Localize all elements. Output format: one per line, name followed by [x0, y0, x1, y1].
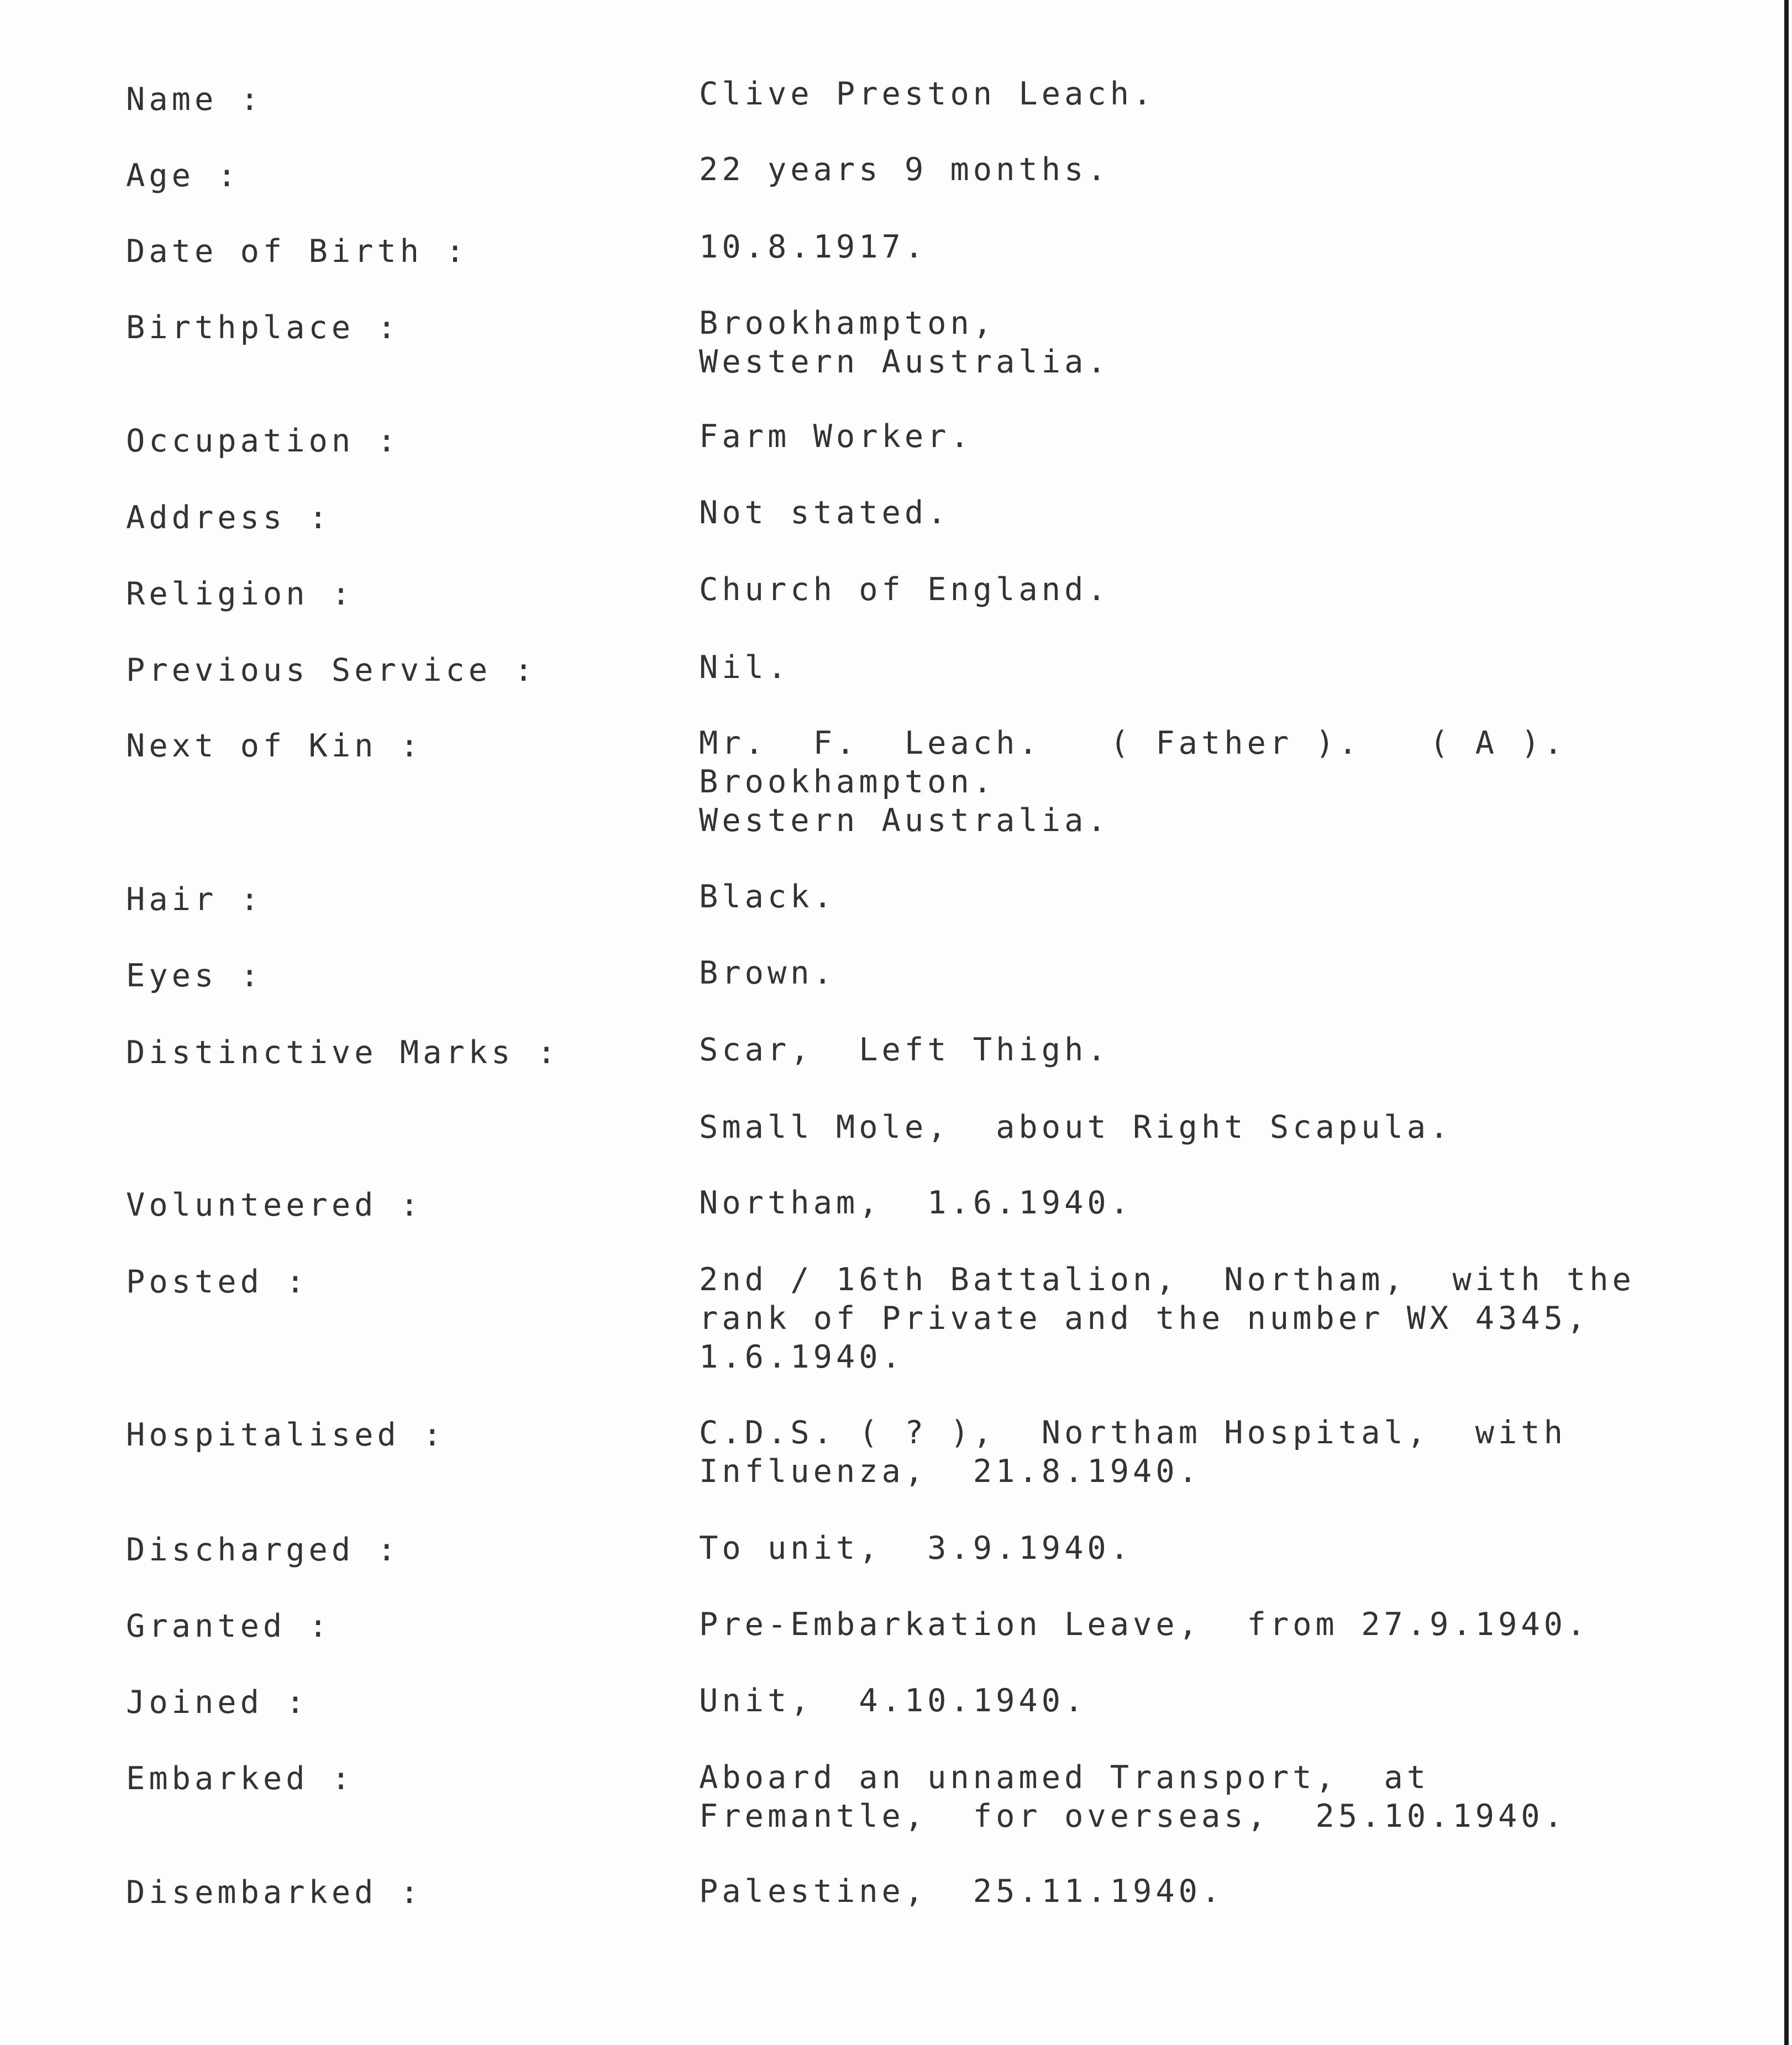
- field-value-line: 10.8.1917.: [699, 229, 928, 265]
- field-label-birthplace: Birthplace :: [126, 309, 400, 346]
- field-value-previous-service: [699, 648, 1749, 687]
- field-value-age: [699, 150, 1749, 189]
- field-value-line: Farm Worker.: [699, 418, 973, 455]
- field-value-line: Brookhampton.: [699, 764, 996, 800]
- field-label-joined: Joined :: [126, 1684, 309, 1721]
- field-value-occupation: [699, 417, 1749, 456]
- field-value-date-of-birth: [699, 228, 1749, 266]
- field-label-distinctive-marks: Distinctive Marks :: [126, 1034, 560, 1071]
- field-value-line: Scar, Left Thigh.: [699, 1032, 1110, 1068]
- field-label-occupation: Occupation :: [126, 423, 400, 459]
- field-value-line: rank of Private and the number WX 4345,: [699, 1300, 1590, 1337]
- field-value-discharged: [699, 1529, 1749, 1568]
- field-value-line: 2nd / 16th Battalion, Northam, with the: [699, 1261, 1635, 1298]
- field-value-line: Nil.: [699, 649, 791, 686]
- field-label-date-of-birth: Date of Birth :: [126, 233, 469, 270]
- field-label-disembarked: Disembarked :: [126, 1874, 423, 1911]
- field-value-line: C.D.S. ( ? ), Northam Hospital, with: [699, 1415, 1567, 1451]
- field-value-granted: [699, 1605, 1749, 1644]
- field-value-line: Pre-Embarkation Leave, from 27.9.1940.: [699, 1606, 1590, 1643]
- field-label-next-of-kin: Next of Kin :: [126, 728, 423, 764]
- field-value-line: Western Australia.: [699, 802, 1110, 839]
- field-label-religion: Religion :: [126, 576, 355, 612]
- field-value-line: Palestine, 25.11.1940.: [699, 1873, 1225, 1910]
- field-value-line: Unit, 4.10.1940.: [699, 1683, 1087, 1719]
- field-value-birthplace: [699, 304, 1749, 381]
- field-value-joined: [699, 1681, 1749, 1720]
- field-label-address: Address :: [126, 500, 332, 536]
- field-value-next-of-kin: [699, 724, 1749, 840]
- page-edge-shadow: [1784, 0, 1789, 2045]
- field-label-discharged: Discharged :: [126, 1532, 400, 1568]
- field-label-previous-service: Previous Service :: [126, 652, 537, 688]
- field-value-address: [699, 493, 1749, 532]
- field-value-distinctive-marks: [699, 1031, 1749, 1069]
- field-label-granted: Granted :: [126, 1608, 332, 1644]
- field-value-line: Aboard an unnamed Transport, at: [699, 1759, 1430, 1796]
- field-label-hair: Hair :: [126, 881, 263, 918]
- field-value-hospitalised: [699, 1413, 1749, 1491]
- field-label-volunteered: Volunteered :: [126, 1187, 423, 1223]
- field-value-disembarked: [699, 1872, 1749, 1911]
- field-label-hospitalised: Hospitalised :: [126, 1417, 446, 1453]
- field-value-line: 1.6.1940.: [699, 1339, 905, 1375]
- field-value-line: Church of England.: [699, 571, 1110, 608]
- field-value-posted: [699, 1260, 1749, 1376]
- field-value-name: [699, 75, 1749, 113]
- field-value-line: Influenza, 21.8.1940.: [699, 1453, 1201, 1490]
- field-value-line: Mr. F. Leach. ( Father ). ( A ).: [699, 725, 1567, 761]
- field-value-volunteered: [699, 1184, 1749, 1222]
- field-value-line: To unit, 3.9.1940.: [699, 1530, 1133, 1566]
- field-value-line: Black.: [699, 879, 836, 915]
- field-label-embarked: Embarked :: [126, 1760, 355, 1797]
- field-label-eyes: Eyes :: [126, 958, 263, 994]
- field-value-line: 22 years 9 months.: [699, 151, 1110, 188]
- field-value-embarked: [699, 1758, 1749, 1836]
- field-value-hair: [699, 877, 1749, 916]
- field-label-posted: Posted :: [126, 1264, 309, 1300]
- field-value-line: Western Australia.: [699, 344, 1110, 380]
- field-label-age: Age :: [126, 157, 240, 194]
- field-value-line: Clive Preston Leach.: [699, 76, 1156, 112]
- field-value-line: Northam, 1.6.1940.: [699, 1185, 1133, 1221]
- field-value-distinctive-marks-continued: [699, 1108, 1749, 1147]
- field-value-line: Small Mole, about Right Scapula.: [699, 1109, 1453, 1145]
- field-value-line: Not stated.: [699, 495, 950, 531]
- field-value-religion: [699, 570, 1749, 609]
- field-value-eyes: [699, 954, 1749, 992]
- field-value-line: Fremantle, for overseas, 25.10.1940.: [699, 1798, 1567, 1834]
- field-value-line: Brown.: [699, 955, 836, 991]
- field-label-name: Name :: [126, 81, 263, 118]
- field-value-line: Brookhampton,: [699, 305, 996, 341]
